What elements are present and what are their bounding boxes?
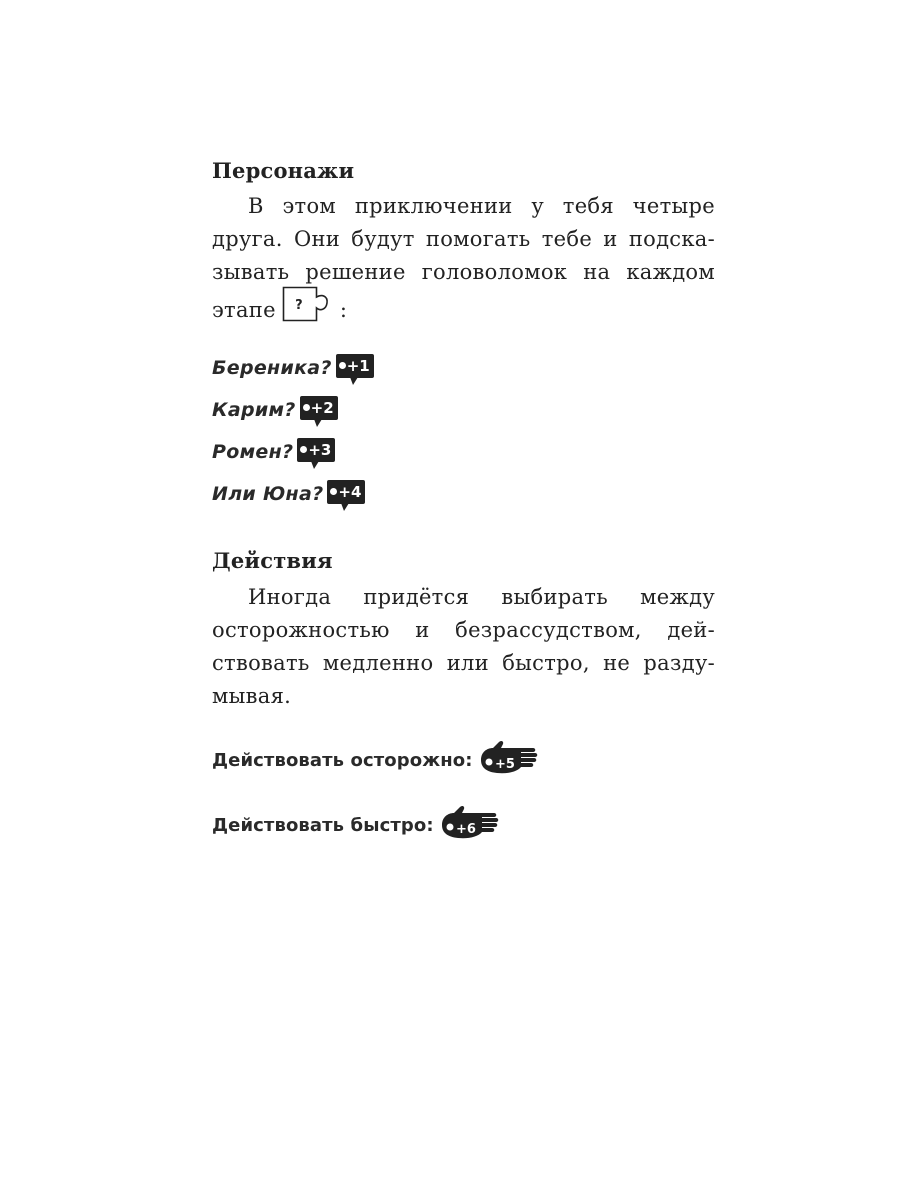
badge-number: +4: [338, 483, 362, 501]
paragraph-line: В этом приключении у тебя четыре: [248, 194, 715, 218]
hand-icon: [477, 738, 539, 782]
action-label: Действовать быстро:: [212, 814, 434, 836]
paragraph-line-with-icon: [212, 289, 715, 334]
paragraph-line: Иногда придётся выбирать между: [248, 585, 715, 609]
speech-bubble-icon: [300, 396, 338, 420]
paragraph-text: этапе: [212, 298, 276, 322]
character-name: Или Юна?: [212, 483, 324, 505]
speech-bubble-icon: [336, 354, 374, 378]
character-name: Ромен?: [212, 441, 294, 463]
badge-number: +2: [310, 399, 334, 417]
paragraph-colon: :: [339, 298, 348, 322]
character-name: Береника?: [212, 357, 332, 379]
paragraph-line: осторожностью и безрассудством, дей-: [212, 618, 715, 642]
character-row: [212, 476, 365, 512]
paragraph-line: мывая.: [212, 684, 292, 708]
section-heading-characters: Персонажи: [212, 158, 355, 183]
badge-number: +1: [346, 357, 370, 375]
hand-badge-number: +6: [455, 822, 476, 837]
hand-icon: [438, 803, 500, 847]
puzzle-piece-icon: [282, 286, 338, 331]
action-row: [212, 738, 539, 782]
action-row: [212, 803, 500, 847]
action-label: Действовать осторожно:: [212, 749, 473, 771]
character-row: [212, 392, 338, 428]
character-row: [212, 350, 374, 386]
paragraph-line: зывать решение головоломок на каждом: [212, 260, 715, 284]
character-row: [212, 434, 335, 470]
puzzle-question-mark: ?: [294, 298, 303, 313]
speech-bubble-icon: [327, 480, 365, 504]
hand-badge-number: +5: [494, 757, 515, 772]
paragraph-line: ствовать медленно или быстро, не разду-: [212, 651, 715, 675]
badge-number: +3: [308, 441, 332, 459]
section-heading-actions: Действия: [212, 548, 333, 573]
character-name: Карим?: [212, 399, 296, 421]
paragraph-line: друга. Они будут помогать тебе и подска-: [212, 227, 715, 251]
speech-bubble-icon: [297, 438, 335, 462]
